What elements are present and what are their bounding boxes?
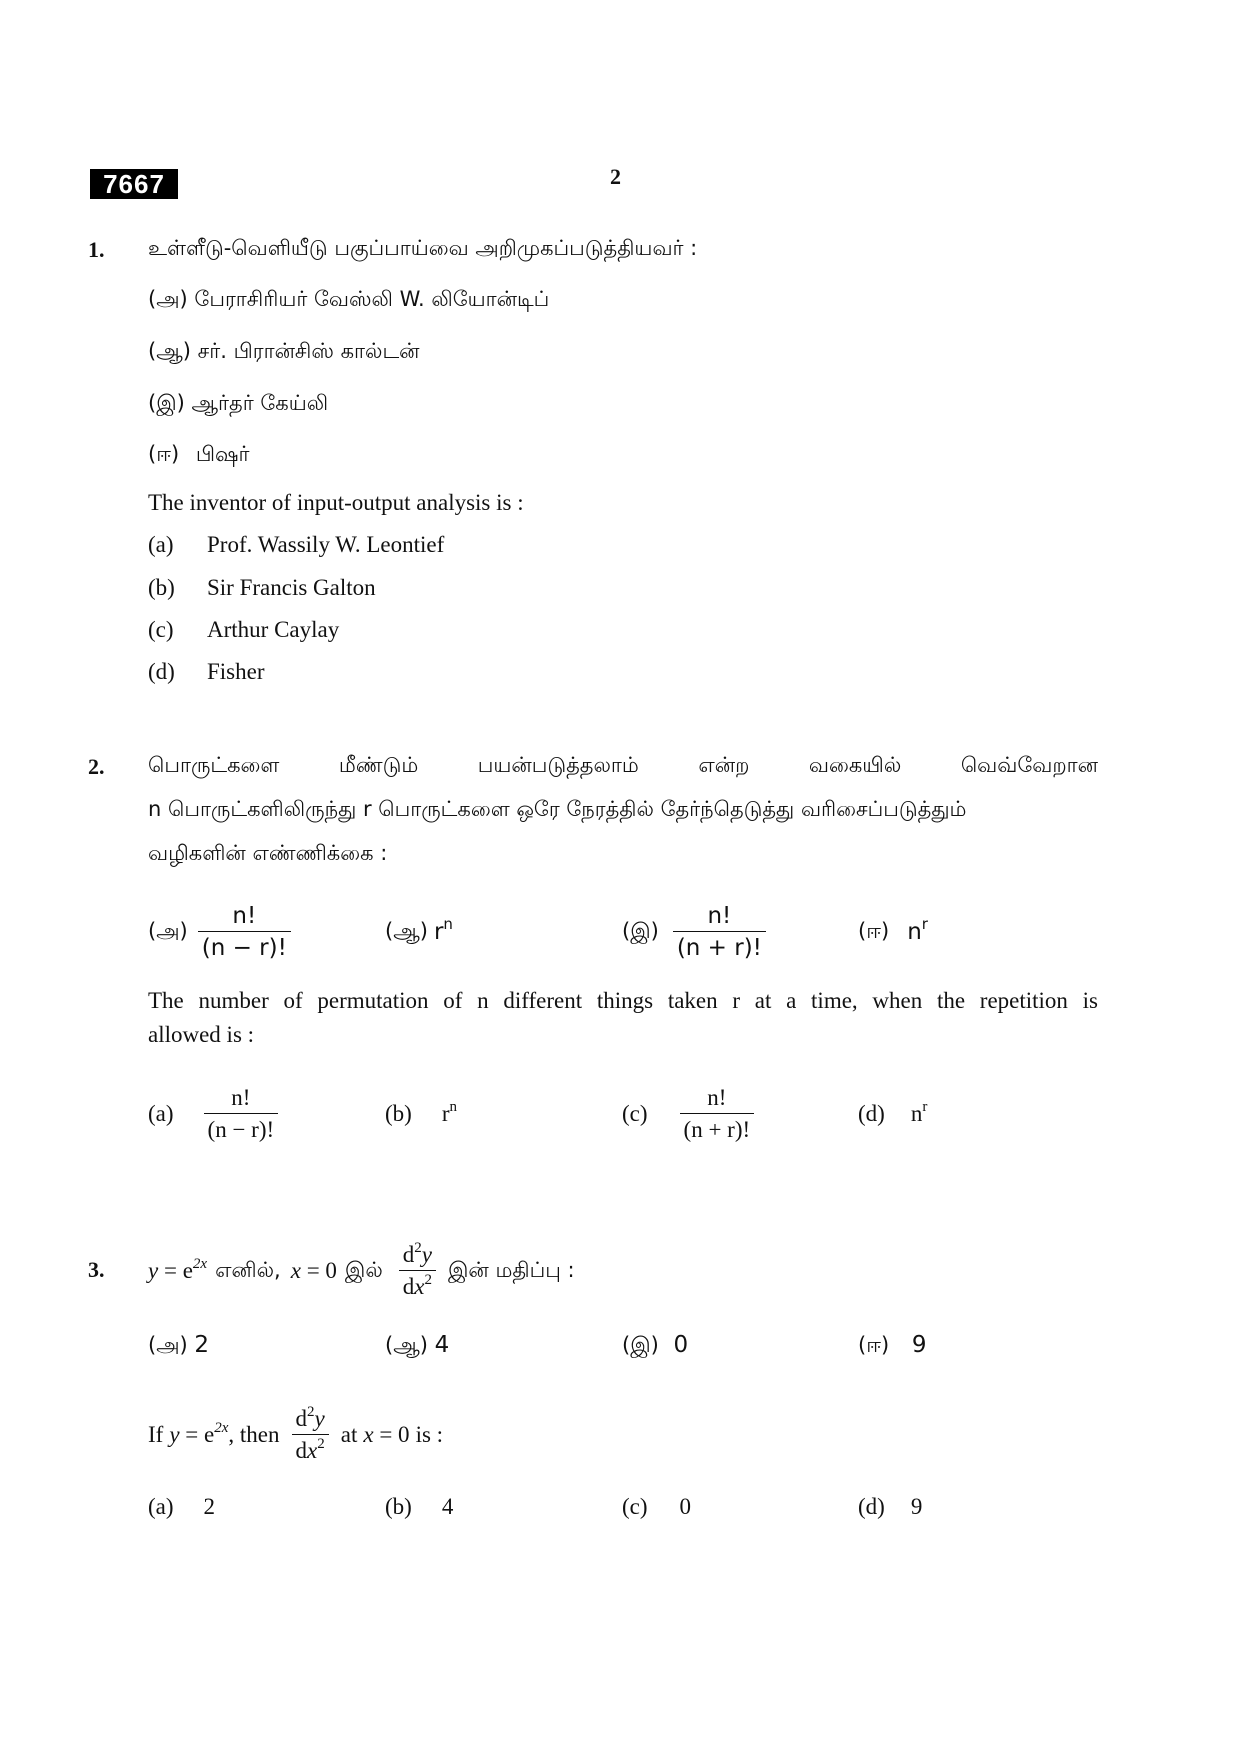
option-text: 9 xyxy=(910,1494,923,1519)
q1-option-en-2: (b) xyxy=(148,575,175,600)
power-expression xyxy=(433,915,453,945)
q3-option-ta-1 xyxy=(148,1332,209,1360)
var-x: x xyxy=(307,1437,318,1463)
fraction xyxy=(204,1083,279,1146)
q2-option-ta-1 xyxy=(148,896,291,968)
option-label: (c) xyxy=(622,1101,648,1126)
q2-question-ta-line2: n பொருட்களிலிருந்து r பொருட்களை ஒரே நேரத்தில் தேர்ந்தெடுத்து வரிசைப்படுத்தும் xyxy=(148,797,967,821)
equals-sign: = xyxy=(158,1258,183,1283)
fraction-denominator: (n − r)! xyxy=(207,1116,275,1142)
q1-option-en-1: (a) xyxy=(148,532,174,557)
q3-option-ta-3 xyxy=(622,1332,688,1360)
var-x: x xyxy=(414,1273,425,1299)
base-e: e xyxy=(182,1258,193,1283)
option-label: (ஆ) xyxy=(385,1333,428,1357)
power-exponent: r xyxy=(922,1099,928,1115)
q3-equation xyxy=(148,1258,207,1284)
q3-en-is: is : xyxy=(415,1422,444,1447)
option-label: (b) xyxy=(385,1101,412,1126)
q2-option-en-3 xyxy=(622,1078,754,1150)
option-label: (ஆ) xyxy=(385,918,428,943)
option-text: 0 xyxy=(679,1494,692,1519)
option-text: பிஷர் xyxy=(195,442,250,466)
q1-option-ta-2 xyxy=(148,339,420,366)
fraction-numerator: n! xyxy=(680,1083,755,1114)
q3-option-en-3 xyxy=(622,1494,691,1520)
var-y: y xyxy=(169,1422,180,1447)
fraction-denominator: (n + r)! xyxy=(683,1116,751,1142)
q3-option-en-1 xyxy=(148,1494,215,1520)
d-symbol: d xyxy=(402,1241,415,1267)
q1-number: 1. xyxy=(88,237,105,262)
q3-en-if: If xyxy=(148,1422,164,1447)
fraction-numerator: n! xyxy=(204,1083,279,1114)
q2-option-en-2 xyxy=(385,1078,457,1150)
base-e: e xyxy=(204,1422,215,1447)
q3-ta-text-1: எனில், xyxy=(215,1257,281,1282)
q2-option-ta-2 xyxy=(385,896,453,968)
exam-code: 7667 xyxy=(90,169,178,199)
option-label: (அ) xyxy=(148,918,188,943)
option-text: ஆர்தர் கேய்லி xyxy=(191,391,329,415)
var-x: x xyxy=(363,1422,374,1447)
q2-option-en-1 xyxy=(148,1078,278,1150)
d-symbol: d xyxy=(295,1437,308,1463)
option-label: (அ) xyxy=(148,1333,188,1357)
option-label: (ஈ) xyxy=(858,1333,890,1357)
q1-option-en-1-text: Prof. Wassily W. Leontief xyxy=(207,532,445,557)
q1-option-ta-3 xyxy=(148,391,328,418)
q3-option-en-2 xyxy=(385,1494,453,1520)
option-label: (a) xyxy=(148,1494,174,1519)
q1-option-ta-4 xyxy=(148,442,250,469)
option-label: (a) xyxy=(148,1101,174,1126)
option-text: 0 xyxy=(673,1332,689,1358)
option-label: (d) xyxy=(858,1101,885,1126)
power-expression xyxy=(907,915,928,945)
power-base: n xyxy=(907,919,922,945)
derivative-denominator xyxy=(292,1435,329,1467)
q3-x-equals-0 xyxy=(291,1258,337,1284)
q2-option-ta-4 xyxy=(858,896,928,968)
power-base: r xyxy=(441,1101,450,1126)
option-text: சர். பிரான்சிஸ் கால்டன் xyxy=(197,339,420,363)
power-exponent: n xyxy=(443,915,453,933)
q3-en-at: at xyxy=(340,1422,358,1447)
power-expression xyxy=(442,1101,457,1127)
q1-question-ta: உள்ளீடு-வெளியீடு பகுப்பாய்வை அறிமுகப்படுத்தியவர் : xyxy=(148,236,698,260)
q3-en-then: , then xyxy=(228,1422,280,1447)
q3-en-equation xyxy=(169,1422,228,1448)
q3-question-en xyxy=(148,1390,443,1480)
fraction-denominator: (n + r)! xyxy=(676,934,762,961)
q2-number: 2. xyxy=(88,754,105,779)
fraction xyxy=(673,901,766,964)
option-text: பேராசிரியர் வேஸ்லி W. லியோன்டிப் xyxy=(194,287,550,311)
q2-question-en-line2: allowed is : xyxy=(148,1022,255,1047)
var-x: x xyxy=(290,1258,301,1283)
q1-option-en-4: (d) xyxy=(148,659,175,684)
option-text: 9 xyxy=(911,1332,927,1358)
d-symbol: d xyxy=(402,1273,415,1299)
var-y: y xyxy=(148,1258,159,1283)
q3-ta-text-2: இல் xyxy=(344,1257,383,1282)
power-exponent: n xyxy=(449,1099,457,1115)
order-2: 2 xyxy=(307,1403,315,1420)
fraction xyxy=(680,1083,755,1146)
equals-sign: = xyxy=(179,1422,205,1447)
option-label: (அ) xyxy=(148,287,188,311)
exponent-2x: 2x xyxy=(214,1420,229,1436)
option-text: 2 xyxy=(194,1332,210,1358)
power-base: r xyxy=(433,919,444,945)
q2-question-en-line1: The number of permutation of n different things taken r at a time, when the repetition is xyxy=(148,988,1098,1013)
option-label: (இ) xyxy=(148,391,185,415)
q3-ta-text-3: இன் மதிப்பு : xyxy=(448,1257,575,1282)
option-label: (இ) xyxy=(622,918,659,943)
option-label: (d) xyxy=(858,1494,885,1519)
d-symbol: d xyxy=(295,1405,308,1431)
order-2: 2 xyxy=(414,1239,422,1256)
q3-en-x-equals-0 xyxy=(363,1422,409,1448)
exponent-2x: 2x xyxy=(192,1256,208,1272)
q2-option-ta-3 xyxy=(622,896,766,968)
var-y: y xyxy=(314,1405,325,1431)
option-label: (c) xyxy=(622,1494,648,1519)
value-0: = 0 xyxy=(300,1258,337,1283)
derivative-numerator xyxy=(399,1240,436,1271)
second-derivative xyxy=(399,1240,436,1303)
fraction-numerator: n! xyxy=(673,901,766,932)
q3-option-en-4 xyxy=(858,1494,922,1520)
option-text: 2 xyxy=(203,1494,216,1519)
q3-option-ta-4 xyxy=(858,1332,927,1360)
var-y: y xyxy=(421,1241,432,1267)
option-label: (ஆ) xyxy=(148,339,191,363)
q1-question-en: The inventor of input-output analysis is : xyxy=(148,490,524,515)
derivative-denominator xyxy=(399,1271,436,1303)
q3-option-ta-2 xyxy=(385,1332,449,1360)
q1-option-en-4-text: Fisher xyxy=(207,659,265,684)
power-2: 2 xyxy=(317,1435,325,1452)
option-label: (ஈ) xyxy=(148,442,180,466)
option-label: (b) xyxy=(385,1494,412,1519)
option-text: 4 xyxy=(434,1332,450,1358)
power-2: 2 xyxy=(424,1271,432,1288)
power-exponent: r xyxy=(921,915,928,933)
q1-option-en-2-text: Sir Francis Galton xyxy=(207,575,376,600)
q2-question-ta-line3: வழிகளின் எண்ணிக்கை : xyxy=(148,841,388,865)
power-expression xyxy=(911,1101,928,1127)
page-number: 2 xyxy=(610,164,621,189)
second-derivative xyxy=(292,1404,329,1467)
q3-question-ta xyxy=(148,1226,575,1316)
q2-question-ta-line1: பொருட்களை மீண்டும் பயன்படுத்தலாம் என்ற வகையில் வெவ்வேறான xyxy=(148,753,1098,777)
q3-number: 3. xyxy=(88,1257,105,1282)
fraction-denominator: (n − r)! xyxy=(201,934,287,961)
power-base: n xyxy=(910,1101,923,1126)
value-0: = 0 xyxy=(373,1422,410,1447)
fraction xyxy=(198,901,291,964)
derivative-numerator xyxy=(292,1404,329,1435)
option-text: 4 xyxy=(441,1494,454,1519)
option-label: (இ) xyxy=(622,1333,659,1357)
q1-option-en-3: (c) xyxy=(148,617,174,642)
q1-option-ta-1 xyxy=(148,287,549,314)
option-label: (ஈ) xyxy=(858,918,890,943)
q1-option-en-3-text: Arthur Caylay xyxy=(207,617,340,642)
q2-option-en-4 xyxy=(858,1078,927,1150)
fraction-numerator: n! xyxy=(198,901,291,932)
